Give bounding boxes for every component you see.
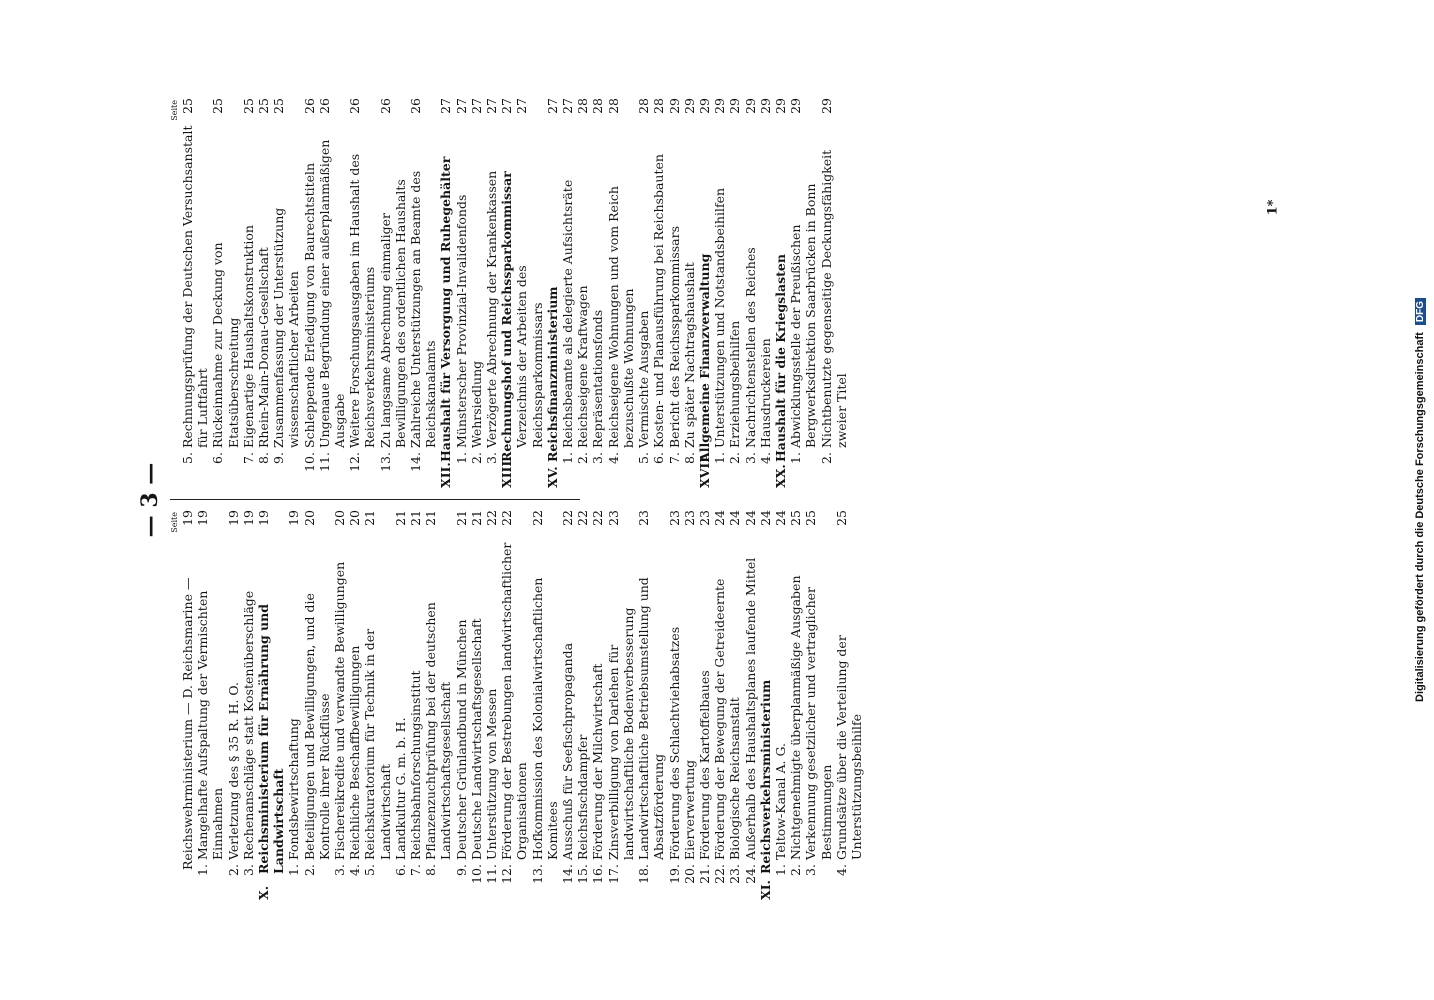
entry-page: 19 — [225, 510, 241, 526]
entry-page: 27 — [544, 98, 560, 114]
entry-number: 1. — [286, 864, 302, 876]
entry-title: Verkennung gesetzlicher und vertraglicher Bestimmungen — [803, 587, 834, 860]
entry-page: 21 — [468, 510, 484, 526]
toc-entry — [241, 510, 256, 900]
entry-title: Förderung des Schlachtviehabsatzes — [666, 626, 682, 860]
entry-number: 23. — [727, 864, 743, 884]
toc-entry — [195, 510, 225, 900]
entry-title: Pflanzenzuchtprüfung bei der deutschen Landwirtschaftsgesellschaft — [423, 602, 454, 860]
toc-section — [697, 98, 712, 488]
entry-title: Reichseigene Kraftwagen — [575, 285, 591, 448]
toc-entry — [423, 510, 453, 900]
toc-entry — [788, 98, 818, 488]
toc-entry — [378, 98, 408, 488]
toc-column-left — [170, 510, 864, 900]
entry-title: Rückeinnahme zur Deckung von Etatsüberschreitung — [210, 242, 241, 448]
entry-title: Abwicklungsstelle der Preußischen Bergwerksdirektion Saarbrücken in Bonn — [788, 183, 819, 448]
entry-page: 20 — [301, 510, 317, 526]
entry-page: 27 — [484, 98, 500, 114]
entry-title: Kosten- und Planausführung bei Reichsbauten — [651, 154, 667, 448]
toc-entry — [712, 98, 727, 488]
entry-title: Schleppende Erledigung von Baurechtstiteln — [301, 162, 317, 448]
entry-number: 13. — [529, 864, 545, 884]
toc-entry — [590, 510, 605, 900]
toc-entry — [834, 510, 864, 900]
entry-title: Ungenaue Begründung einer außerplanmäßigen Ausgabe — [316, 139, 348, 448]
entry-number: 13. — [377, 452, 393, 472]
toc-entry — [484, 98, 499, 488]
entry-page: 29 — [757, 98, 773, 114]
entry-number: XII. — [438, 462, 454, 488]
entry-page: 26 — [347, 98, 363, 114]
toc-entry — [773, 510, 788, 900]
funding-note-text: Digitalisierung gefördert durch die Deutsche Forschungsgemeinschaft — [1414, 332, 1426, 702]
entry-title: Reichsbeamte als delegierte Aufsichtsräte — [560, 179, 576, 448]
entry-number: 3. — [332, 864, 348, 876]
funding-note — [1414, 298, 1426, 702]
toc-entry — [682, 510, 697, 900]
entry-title: Biologische Reichsanstalt — [727, 697, 743, 860]
entry-number: 2. — [818, 452, 834, 464]
entry-number: 6. — [210, 452, 226, 464]
entry-number: XIII. — [499, 456, 515, 488]
entry-number: 2. — [727, 452, 743, 464]
toc-entry — [606, 98, 636, 488]
entry-title: Nichtbenutzte gegenseitige Deckungsfähigkeit zweier Titel — [818, 149, 849, 448]
entry-number: 2. — [575, 452, 591, 464]
toc-entry — [362, 510, 392, 900]
entry-number: 1. — [788, 452, 804, 464]
entry-title: Zusammenfassung der Unterstützung wissenschaftlicher Arbeiten — [271, 207, 302, 448]
entry-page: 27 — [438, 98, 454, 114]
entry-number: 5. — [636, 452, 652, 464]
toc-entry — [180, 98, 210, 488]
entry-title: Reichseigene Wohnungen und vom Reich bezuschußte Wohnungen — [605, 186, 636, 448]
entry-number: 6. — [392, 864, 408, 876]
toc-entry — [743, 510, 758, 900]
entry-number: 14. — [560, 864, 576, 884]
entry-number: 6. — [651, 452, 667, 464]
entry-number: 1. — [560, 452, 576, 464]
entry-title: Reichswehrministerium — D. Reichsmarine — — [180, 577, 195, 870]
entry-title: Münsterscher Provinzial-Invalidenfonds — [453, 194, 469, 448]
entry-number: 24. — [742, 864, 758, 884]
entry-title: Verzögerte Abrechnung der Krankenkassen — [484, 170, 500, 448]
entry-number: 18. — [636, 864, 652, 884]
entry-title: Rechenanschläge statt Kostenüberschläge — [240, 590, 256, 860]
toc-entry — [560, 98, 575, 488]
entry-page: 27 — [468, 98, 484, 114]
entry-page: 19 — [195, 510, 211, 526]
entry-page: 25 — [210, 98, 226, 114]
toc-entry — [408, 510, 423, 900]
entry-page: 20 — [347, 510, 363, 526]
entry-number: 2. — [301, 864, 317, 876]
entry-title: Unterstützungen und Notstandsbeihilfen — [712, 187, 728, 448]
entry-page: 20 — [332, 510, 348, 526]
entry-number: 2. — [225, 864, 241, 876]
entry-title: Außerhalb des Haushaltsplanes laufende Mittel — [742, 557, 758, 860]
entry-page: 27 — [560, 98, 576, 114]
entry-page: 28 — [636, 98, 652, 114]
entry-page: 24 — [727, 510, 743, 526]
entry-title: Hausdruckereien — [757, 338, 773, 448]
page-column-heading: Seite — [170, 512, 179, 533]
toc-entry — [788, 510, 803, 900]
toc-entry — [332, 510, 347, 900]
entry-page: 23 — [666, 510, 682, 526]
toc-section — [438, 98, 453, 488]
entry-number: 8. — [681, 452, 697, 464]
toc-list-left — [180, 510, 864, 900]
entry-page: 19 — [180, 510, 195, 526]
entry-title: Reichsministerium für Ernährung und Landwirtschaft — [256, 604, 287, 874]
entry-number: 22. — [712, 864, 728, 884]
entry-page: 26 — [316, 98, 332, 114]
toc-entry — [347, 98, 377, 488]
entry-page: 25 — [180, 98, 195, 114]
entry-page: 28 — [575, 98, 591, 114]
entry-title: Förderung der Bewegung der Getreideernte — [712, 578, 728, 860]
entry-page: 22 — [484, 510, 500, 526]
entry-title: Reichsfinanzministerium — [544, 286, 560, 462]
toc-section — [256, 510, 286, 900]
toc-entry — [606, 510, 636, 900]
entry-title: Zahlreiche Unterstützungen an Beamte des Reichskanalamts — [408, 170, 439, 448]
entry-page: 22 — [560, 510, 576, 526]
entry-title: Verletzung des § 35 R. H. O. — [225, 682, 241, 860]
toc-entry — [514, 98, 544, 488]
entry-number: 9. — [453, 864, 469, 876]
entry-page: 21 — [362, 510, 378, 526]
entry-title: Weitere Forschungsausgaben im Haushalt des Reichsverkehrsministeriums — [347, 153, 378, 448]
entry-title: Fischereikredite und verwandte Bewilligungen — [332, 561, 348, 860]
entry-page: 24 — [742, 510, 758, 526]
entry-title: Reichsverkehrsministerium — [757, 679, 773, 874]
toc-section — [773, 98, 788, 488]
entry-page: 21 — [408, 510, 424, 526]
entry-title: Nachrichtenstellen des Reiches — [742, 247, 758, 448]
toc-entry — [727, 510, 742, 900]
toc-section — [758, 510, 773, 900]
entry-title: Landkultur G. m. b. H. — [392, 717, 408, 860]
entry-number: 4. — [347, 864, 363, 876]
entry-title: Deutscher Grünlandbund in München — [453, 619, 469, 860]
toc-entry — [712, 510, 727, 900]
entry-number: 11. — [484, 864, 500, 884]
entry-title: Vermischte Ausgaben — [636, 310, 652, 448]
entry-number: 7. — [666, 452, 682, 464]
entry-number: 1. — [772, 864, 788, 876]
entry-page: 29 — [696, 98, 712, 114]
entry-page: 28 — [590, 98, 606, 114]
entry-page: 25 — [803, 510, 819, 526]
entry-title: Landwirtschaftliche Betriebsumstellung und Absatzförderung — [636, 577, 667, 860]
entry-number: 21. — [696, 864, 712, 884]
entry-number: 9. — [271, 452, 287, 464]
entry-page: 27 — [499, 98, 515, 114]
entry-page: 24 — [772, 510, 788, 526]
entry-title: Fondsbewirtschaftung — [286, 718, 302, 860]
entry-title: Reichsbahnforschungsinstitut — [408, 670, 424, 860]
entry-number: 3. — [742, 452, 758, 464]
entry-page: 23 — [605, 510, 621, 526]
toc-entry — [469, 510, 484, 900]
entry-number: 5. — [362, 864, 378, 876]
toc-entry — [667, 510, 682, 900]
page-number: — 3 — — [137, 462, 163, 538]
entry-page: 29 — [727, 98, 743, 114]
entry-page: 22 — [529, 510, 545, 526]
entry-page: 21 — [392, 510, 408, 526]
toc-section — [499, 98, 514, 488]
entry-page: 29 — [788, 98, 804, 114]
entry-number: 12. — [347, 452, 363, 472]
entry-page: 21 — [423, 510, 439, 526]
entry-page: 28 — [651, 98, 667, 114]
entry-title: Reichskuratorium für Technik in der Landwirtschaft — [362, 628, 393, 860]
entry-number: 12. — [499, 864, 515, 884]
entry-number: 5. — [180, 452, 195, 464]
entry-number: 3. — [240, 864, 256, 876]
toc-entry — [530, 510, 560, 900]
toc-entry — [484, 510, 499, 900]
entry-title: Rechnungshof und Reichssparkommissar — [499, 171, 515, 462]
entry-number: 7. — [408, 864, 424, 876]
entry-page: 25 — [833, 510, 849, 526]
toc-entry — [575, 510, 590, 900]
entry-page: 22 — [575, 510, 591, 526]
sheet-signature: 1* — [1265, 199, 1281, 216]
entry-page: 26 — [377, 98, 393, 114]
entry-page: 22 — [499, 510, 515, 526]
entry-page: 24 — [757, 510, 773, 526]
entry-number: 1. — [712, 452, 728, 464]
entry-number: 11. — [316, 452, 332, 472]
toc-entry — [636, 510, 666, 900]
page-column-heading: Seite — [170, 100, 179, 121]
entry-number: 3. — [484, 452, 500, 464]
toc-entry — [317, 98, 347, 488]
entry-title: Eigenartige Haushaltskonstruktion — [240, 225, 256, 448]
entry-title: Zinsverbilligung von Darlehen für landwirtschaftliche Bodenverbesserung — [605, 607, 636, 860]
entry-title: Hofkommission des Kolonialwirtschaftlichen Komitees — [529, 577, 560, 860]
entry-title: Allgemeine Finanzverwaltung — [696, 253, 712, 462]
entry-page: 29 — [681, 98, 697, 114]
entry-number: 20. — [681, 864, 697, 884]
entry-number: 7. — [240, 452, 256, 464]
entry-title: Mangelhafte Aufspaltung der Vermischten Einnahmen — [195, 590, 226, 860]
entry-number: 15. — [575, 864, 591, 884]
entry-page: 28 — [605, 98, 621, 114]
entry-page: 29 — [712, 98, 728, 114]
toc-entry — [454, 98, 469, 488]
entry-page: 29 — [818, 98, 834, 114]
entry-title: Förderung der Milchwirtschaft — [590, 663, 606, 860]
entry-page: 29 — [742, 98, 758, 114]
toc-entry — [667, 98, 682, 488]
entry-number: 10. — [301, 452, 317, 472]
entry-page: 24 — [712, 510, 728, 526]
entry-title: Reichsfischdampfer — [575, 734, 591, 860]
toc-entry — [727, 98, 742, 488]
entry-page: 23 — [636, 510, 652, 526]
entry-number: 3. — [803, 864, 819, 876]
toc-entry — [499, 510, 529, 900]
toc-entry — [682, 98, 697, 488]
toc-entry — [393, 510, 408, 900]
toc-entry — [302, 98, 317, 488]
entry-number: XVII. — [696, 452, 712, 488]
entry-number: 14. — [408, 452, 424, 472]
entry-title: Bericht des Reichssparkommissars — [666, 226, 682, 448]
toc-entry — [819, 98, 849, 488]
entry-number: XX. — [772, 464, 788, 488]
entry-number: 19. — [666, 864, 682, 884]
entry-title: Wehrsiedlung — [468, 360, 484, 448]
document-page — [130, 100, 1070, 900]
entry-title: Unterstützung von Messen — [484, 688, 500, 860]
entry-page: 27 — [453, 98, 469, 114]
entry-title: Repräsentationsfonds — [590, 309, 606, 448]
entry-number: 17. — [605, 864, 621, 884]
toc-column-right — [170, 98, 849, 488]
entry-title: Haushalt für Versorgung und Ruhegehälter — [438, 156, 454, 462]
entry-number: 8. — [256, 452, 272, 464]
toc-entry — [590, 98, 605, 488]
entry-title: Förderung der Bestrebungen landwirtschaftlicher Organisationen — [499, 542, 530, 860]
toc-entry — [636, 98, 651, 488]
entry-title: Nichtgenehmigte überplanmäßige Ausgaben — [788, 575, 804, 860]
entry-number: 16. — [590, 864, 606, 884]
toc-entry — [347, 510, 362, 900]
entry-number: X. — [256, 885, 272, 900]
entry-page: 25 — [240, 98, 256, 114]
toc-entry — [210, 98, 240, 488]
entry-page: 22 — [590, 510, 606, 526]
entry-page: 23 — [681, 510, 697, 526]
entry-number: 2. — [788, 864, 804, 876]
toc-entry — [454, 510, 469, 900]
toc-entry — [286, 510, 301, 900]
entry-title: Teltow-Kanal A. G. — [772, 743, 788, 860]
entry-page: 25 — [271, 98, 287, 114]
toc-entry — [302, 510, 332, 900]
entry-page: 19 — [256, 510, 272, 526]
entry-title: Eierverwertung — [681, 759, 697, 860]
entry-title: Deutsche Landwirtschaftsgesellschaft — [468, 618, 484, 860]
entry-title: Rechnungsprüfung der Deutschen Versuchsanstalt für Luftfahrt — [180, 125, 211, 448]
entry-title: Reichliche Beschaffbewilligungen — [347, 645, 363, 860]
toc-entry — [241, 98, 256, 488]
entry-title: Förderung des Kartoffelbaues — [696, 670, 712, 860]
entry-title: Zu langsame Abrechnung einmaliger Bewilligungen des ordentlichen Haushalts — [377, 179, 408, 448]
toc-entry — [697, 510, 712, 900]
entry-page: 19 — [286, 510, 302, 526]
entry-title: Verzeichnis der Arbeiten des Reichssparkommissars — [514, 265, 545, 448]
entry-number: 10. — [468, 864, 484, 884]
entry-page: 19 — [240, 510, 256, 526]
entry-title: Grundsätze über die Verteilung der Unterstützungsbeihilfe — [833, 635, 864, 860]
entry-page: 21 — [453, 510, 469, 526]
entry-page: 25 — [256, 98, 272, 114]
entry-title: Beteiligungen und Bewilligungen, und die Kontrolle ihrer Rückflüsse — [301, 593, 332, 860]
entry-number: 3. — [590, 452, 606, 464]
entry-page: 29 — [666, 98, 682, 114]
toc-list-right — [180, 98, 849, 488]
toc-entry — [758, 98, 773, 488]
entry-number: 1. — [195, 864, 211, 876]
toc-section — [545, 98, 560, 488]
entry-title: Ausschuß für Seefischpropaganda — [560, 642, 576, 860]
entry-page: 29 — [772, 98, 788, 114]
toc-entry — [651, 98, 666, 488]
entry-title: Erziehungsbeihilfen — [727, 320, 743, 448]
entry-number: 4. — [833, 864, 849, 876]
toc-entry — [256, 98, 271, 488]
entry-number: XV. — [544, 466, 560, 488]
entry-title: Rhein-Main-Donau-Gesellschaft — [256, 247, 272, 448]
entry-page: 26 — [301, 98, 317, 114]
dfg-logo: DFG — [1415, 298, 1426, 325]
column-divider — [170, 499, 580, 500]
entry-title: Zu später Nachtragshaushalt — [681, 262, 697, 448]
entry-title: Haushalt für die Kriegslasten — [772, 254, 788, 462]
toc-entry — [560, 510, 575, 900]
entry-page: 23 — [696, 510, 712, 526]
entry-number: 4. — [757, 452, 773, 464]
entry-number: XI. — [757, 880, 773, 900]
entry-page: 26 — [408, 98, 424, 114]
entry-number: 1. — [453, 452, 469, 464]
toc-entry — [803, 510, 833, 900]
toc-entry — [743, 98, 758, 488]
toc-entry — [575, 98, 590, 488]
toc-entry — [226, 510, 241, 900]
toc-entry — [469, 98, 484, 488]
entry-page: 25 — [788, 510, 804, 526]
entry-page: 27 — [514, 98, 530, 114]
entry-number: 2. — [468, 452, 484, 464]
entry-number: 4. — [605, 452, 621, 464]
entry-number: 8. — [423, 864, 439, 876]
toc-entry — [180, 510, 195, 900]
toc-entry — [408, 98, 438, 488]
toc-entry — [271, 98, 301, 488]
